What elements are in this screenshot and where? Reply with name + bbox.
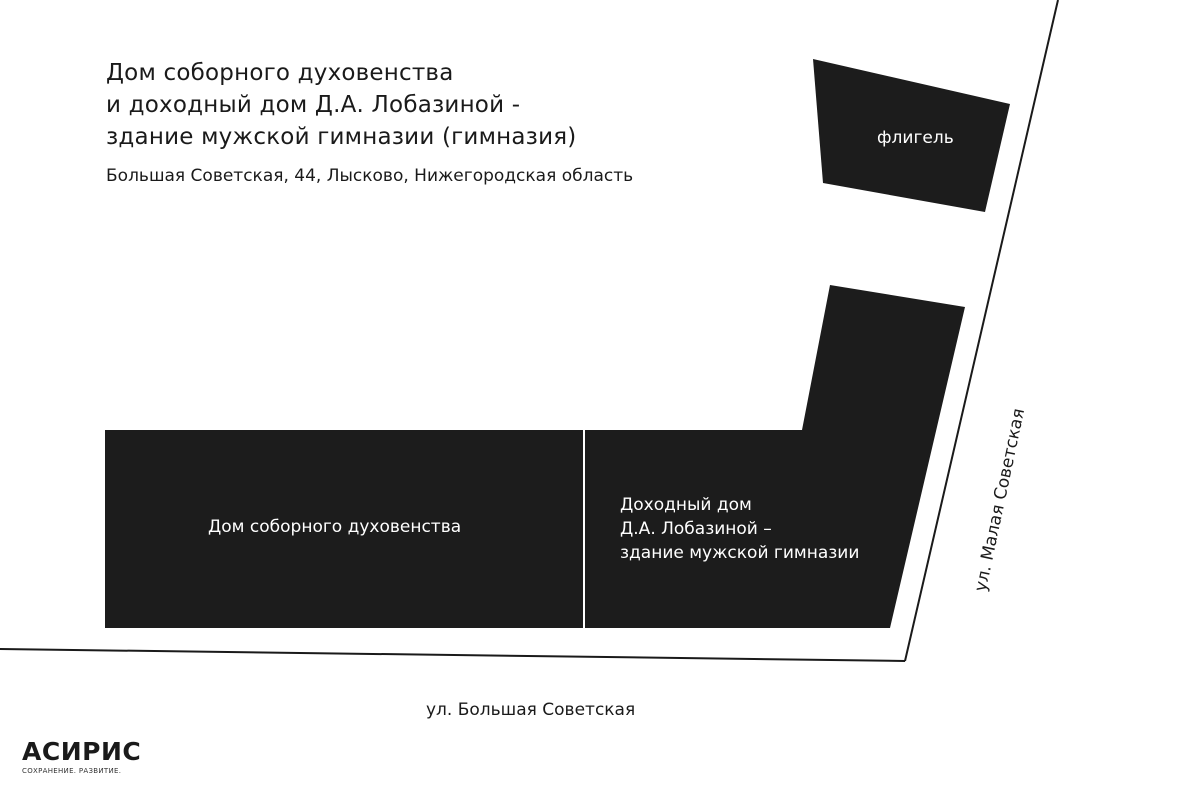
street-label-bolshaya-sovetskaya: ул. Большая Советская [426, 700, 636, 720]
street-label-malaya-sovetskaya: ул. Малая Советская [970, 406, 1030, 594]
address-text: Большая Советская, 44, Лысково, Нижегородская область [106, 166, 634, 186]
title-line-3: здание мужской гимназии (гимназия) [106, 124, 577, 150]
logo-name: АСИРИС [22, 737, 142, 766]
logo-tagline: СОХРАНЕНИЕ. РАЗВИТИЕ. [22, 767, 122, 775]
building-dohodny-label-line-3: здание мужской гимназии [620, 543, 860, 563]
building-duhovenstvo-label: Дом соборного духовенства [208, 517, 462, 537]
title-line-1: Дом соборного духовенства [106, 60, 454, 86]
title-line-2: и доходный дом Д.А. Лобазиной - [106, 92, 521, 118]
building-fligel-label: флигель [877, 128, 954, 148]
building-dohodny-dom [585, 285, 965, 628]
bolshaya-sovetskaya-street-line [0, 649, 905, 661]
building-dohodny-label-line-1: Доходный дом [620, 495, 752, 515]
building-dohodny-label-line-2: Д.А. Лобазиной – [620, 519, 772, 539]
asiris-logo [22, 738, 141, 775]
